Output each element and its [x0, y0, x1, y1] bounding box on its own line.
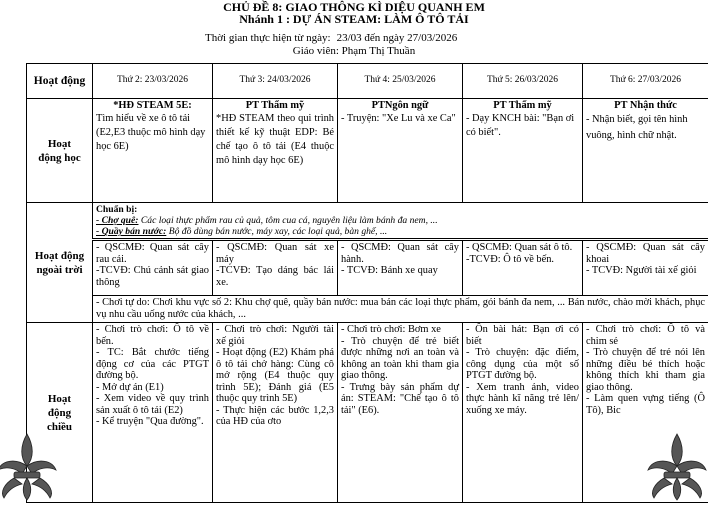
- table-row-outdoor: [27, 240, 708, 296]
- cell-text: - Thực hiện các bước 1,2,3 của HĐ của ơto: [216, 404, 334, 427]
- day-header: Thứ 6: 27/03/2026: [583, 64, 708, 99]
- cell-subject: PTNgôn ngữ: [371, 100, 429, 111]
- day-header: Thứ 4: 25/03/2026: [338, 64, 463, 99]
- cell-text: - TCVĐ: Bánh xe quay: [341, 265, 438, 276]
- table-cell: [338, 240, 463, 296]
- cell-text: -TCVĐ: Chú cảnh sát giao thông: [96, 265, 209, 288]
- cell-text: - Hoạt động (E2) Khám phá ô tô tải chở hàng: Cùng cô mở rộng (E4 thuộc quy trình 5E); Đánh giá (E5 thuộc quy trình 5E): [216, 347, 334, 404]
- table-cell: [463, 99, 583, 203]
- prep-item: [96, 215, 705, 226]
- cell-text: - Làm quen vựng tiếng (Ô Tô), Bic: [586, 393, 705, 416]
- table-row-chieu: [27, 323, 708, 503]
- cell-text: - QSCMĐ: Quan sát ô tô.: [466, 242, 573, 253]
- cell-subject: PT Nhận thức: [614, 100, 677, 111]
- cell-text: Tìm hiểu về xe ô tô tải (E2,E3 thuộc mô hình dạy học 6E): [96, 112, 206, 152]
- day-header: Thứ 3: 24/03/2026: [213, 64, 338, 99]
- prep-title: Chuẩn bị:: [96, 204, 138, 215]
- cell-subject: PT Thẩm mỹ: [493, 100, 552, 111]
- table-cell: [463, 323, 583, 503]
- cell-text: - Chơi trò chơi: Người tài xế giỏi: [216, 324, 334, 347]
- free-play-cell: - Chơi tự do: Chơi khu vực số 2: Khu chợ quê, quầy bán nước: mua bán các loại thực phẩm, gói bánh đa nem, ... Bán nước, chào mời khách, phục vụ nhu cầu uống nước của khách, ...: [93, 296, 708, 323]
- table-cell: [583, 99, 708, 203]
- row-label-hoc: Hoạt động học: [27, 99, 93, 203]
- table-row-hoc: [27, 99, 708, 203]
- prep-item-name: - Chợ quê:: [96, 215, 139, 226]
- table-cell: [338, 99, 463, 203]
- table-cell: [213, 323, 338, 503]
- table-cell: [93, 240, 213, 296]
- table-cell: [93, 99, 213, 203]
- fleur-de-lis-ornament-icon: [642, 430, 708, 502]
- table-row-free-play: [27, 296, 708, 323]
- cell-text: - Truyện: "Xe Lu và xe Ca": [341, 112, 456, 124]
- cell-text: -TCVĐ: Tạo dáng bác lái xe.: [216, 265, 334, 288]
- table-cell: [338, 323, 463, 503]
- cell-subject: *HĐ STEAM 5E:: [113, 100, 192, 111]
- cell-text: -TCVĐ: Ô tô về bến.: [466, 253, 555, 265]
- fleur-de-lis-ornament-icon: [0, 430, 62, 502]
- cell-text: - TC: Bắt chước tiếng động cơ của các PTGT đường bộ.: [96, 347, 209, 381]
- cell-text: - Chơi trò chơi: Bơm xe: [341, 324, 441, 335]
- teacher-line: Giáo viên: Phạm Thị Thuần: [292, 45, 416, 57]
- prep-cell: [93, 203, 708, 240]
- cell-text: - Trò chuyện để trẻ nói lên những điều bé thích hoặc không thích khi tham gia giao thông.: [586, 347, 705, 393]
- cell-text: - QSCMĐ: Quan sát cây hành.: [341, 242, 459, 265]
- cell-text: - Trò chuyện để trẻ biết được những nơi an toàn và không an toàn khi tham gia giao thông.: [341, 335, 459, 381]
- cell-text: - Trò chuyện: đặc điểm, công dụng của một số PTGT đường bộ.: [466, 347, 579, 381]
- cell-text: - Trưng bày sản phẩm dự án: STEAM: "Chế tạo ô tô tải" (E6).: [341, 381, 459, 416]
- weekly-plan-table: [26, 63, 708, 503]
- table-cell: [463, 240, 583, 296]
- time-range: 23/03 đến ngày 27/03/2026: [336, 32, 458, 44]
- row-label-ngoai-troi: Hoạt động ngoài trời: [27, 203, 93, 323]
- cell-text: - Ôn bài hát: Bạn ơi có biết: [466, 324, 579, 347]
- cell-text: - Mở dự án (E1): [96, 381, 164, 393]
- corner-cell: Hoạt động: [27, 64, 93, 99]
- prep-item-text: Các loại thực phẩm rau củ quả, tôm cua cá, nguyên liệu làm bánh đa nem, ...: [138, 215, 438, 226]
- table-row-prep: [27, 203, 708, 240]
- cell-text: - Xem video về quy trình sản xuất ô tô tải (E2): [96, 393, 209, 416]
- page-title: CHỦ ĐỀ 8: GIAO THÔNG KÌ DIỆU QUANH EM: [223, 0, 485, 14]
- cell-text: - Dạy KNCH bài: "Bạn ơi có biết".: [466, 112, 575, 138]
- day-header: Thứ 5: 26/03/2026: [463, 64, 583, 99]
- row-label-chieu: Hoạt động chiều: [27, 323, 93, 503]
- day-header: Thứ 2: 23/03/2026: [93, 64, 213, 99]
- time-line: [205, 32, 457, 44]
- table-cell: [93, 323, 213, 503]
- table-cell: [213, 99, 338, 203]
- table-cell: [583, 240, 708, 296]
- table-header-row: [27, 64, 708, 99]
- prep-item-text: Bộ đồ dùng bán nước, máy xay, các loại quả, bàn ghế, ...: [166, 226, 388, 237]
- cell-text: - Chơi trò chơi: Ô tô và chim sẻ: [586, 324, 705, 347]
- table-cell: [213, 240, 338, 296]
- cell-text: - Nhận biết, gọi tên hình vuông, hình chữ nhật.: [586, 113, 688, 141]
- cell-subject: PT Thẩm mỹ: [245, 100, 305, 111]
- cell-text: - QSCMĐ: Quan sát xe máy: [216, 242, 334, 265]
- cell-text: - Chơi trò chơi: Ô tô về bến.: [96, 324, 209, 347]
- branch-title: Nhánh 1 : DỰ ÁN STEAM: LÀM Ô TÔ TẢI: [239, 12, 469, 26]
- time-label: Thời gian thực hiện từ ngày:: [205, 32, 331, 44]
- prep-item-name: - Quầy bán nước:: [96, 226, 167, 237]
- cell-text: - Kể truyện "Qua đường".: [96, 416, 204, 427]
- cell-text: - Xem tranh ảnh, video thực hành kĩ năng trẻ lên/ xuống xe máy.: [466, 381, 579, 416]
- cell-text: *HĐ STEAM theo qui trình thiết kế kỹ thuật EDP: Bé chế tạo ô tô tải (E4 thuộc mô hình dạy học 6E): [216, 112, 334, 166]
- cell-text: - QSCMĐ: Quan sát cây khoai: [586, 242, 705, 265]
- cell-text: - TCVĐ: Người tài xế giỏi: [586, 265, 697, 276]
- cell-text: - QSCMĐ: Quan sát cây rau cải.: [96, 242, 209, 265]
- prep-item: [96, 226, 705, 237]
